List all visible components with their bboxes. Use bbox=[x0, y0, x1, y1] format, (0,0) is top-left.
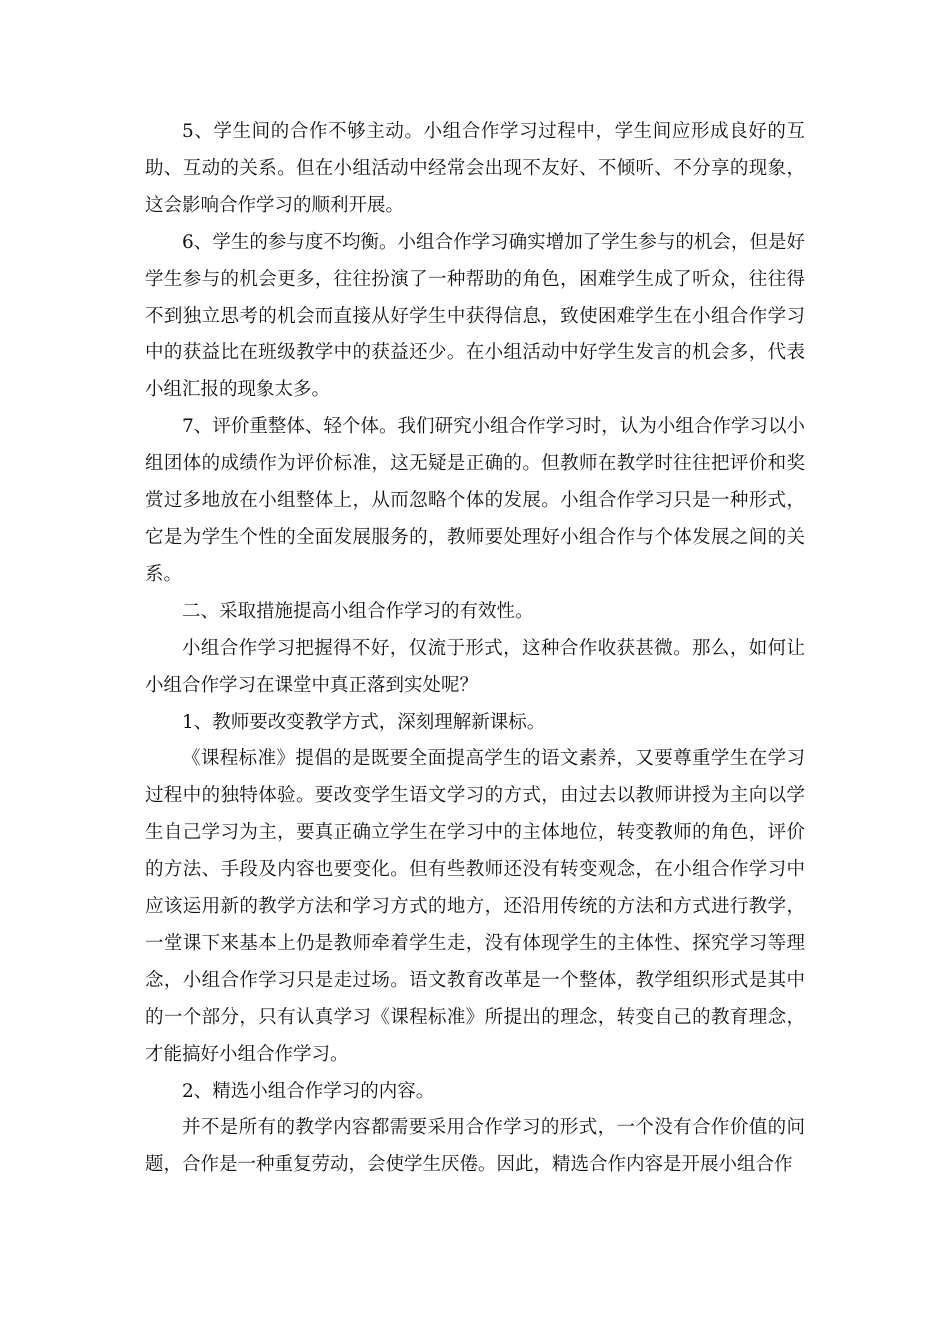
paragraph-item-5: 5、学生间的合作不够主动。小组合作学习过程中，学生间应形成良好的互助、互动的关系。但在小组活动中经常会出现不友好、不倾听、不分享的现象，这会影响合作学习的顺利开展。 bbox=[145, 121, 805, 216]
paragraph-curriculum-standard: 《课程标准》提倡的是既要全面提高学生的语文素养，又要尊重学生在学习过程中的独特体验。要改变学生语文学习的方式，由过去以教师讲授为主向以学生自己学习为主，要真正确立学生在学习中的主体地位，转变教师的角色，评价的方法、手段及内容也要变化。但有些教师还没有转变观念，在小组合作学习中应该运用新的教学方法和学习方式的地方，还沿用传统的方法和方式进行教学，一堂课下来基本上仍是教师牵着学生走，没有体现学生的主体性、探究学习等理念，小组合作学习只是走过场。语文教育改革是一个整体，教学组织形式是其中的一个部分，只有认真学习《课程标准》所提出的理念，转变自己的教育理念，才能搞好小组合作学习。 bbox=[145, 748, 805, 1065]
paragraph-intro: 小组合作学习把握得不好，仅流于形式，这种合作收获甚微。那么，如何让小组合作学习在课堂中真正落到实处呢？ bbox=[145, 637, 805, 696]
subheading-2: 2、精选小组合作学习的内容。 bbox=[182, 1080, 435, 1102]
paragraph-select-content: 并不是所有的教学内容都需要采用合作学习的形式，一个没有合作价值的问题，合作是一种重复劳动，会使学生厌倦。因此，精选合作内容是开展小组合作 bbox=[145, 1117, 805, 1176]
section-heading-2: 二、采取措施提高小组合作学习的有效性。 bbox=[182, 600, 534, 622]
document-body bbox=[145, 114, 805, 1184]
paragraph-item-7: 7、评价重整体、轻个体。我们研究小组合作学习时，认为小组合作学习以小组团体的成绩作为评价标准，这无疑是正确的。但教师在教学时往往把评价和奖赏过多地放在小组整体上，从而忽略个体的发展。小组合作学习只是一种形式，它是为学生个性的全面发展服务的，教师要处理好小组合作与个体发展之间的关系。 bbox=[145, 416, 805, 585]
subheading-1: 1、教师要改变教学方式，深刻理解新课标。 bbox=[182, 711, 546, 733]
paragraph-item-6: 6、学生的参与度不均衡。小组合作学习确实增加了学生参与的机会，但是好学生参与的机会更多，往往扮演了一种帮助的角色，困难学生成了听众，往往得不到独立思考的机会而直接从好学生中获得信息，致使困难学生在小组合作学习中的获益比在班级教学中的获益还少。在小组活动中好学生发言的机会多，代表小组汇报的现象太多。 bbox=[145, 231, 805, 401]
